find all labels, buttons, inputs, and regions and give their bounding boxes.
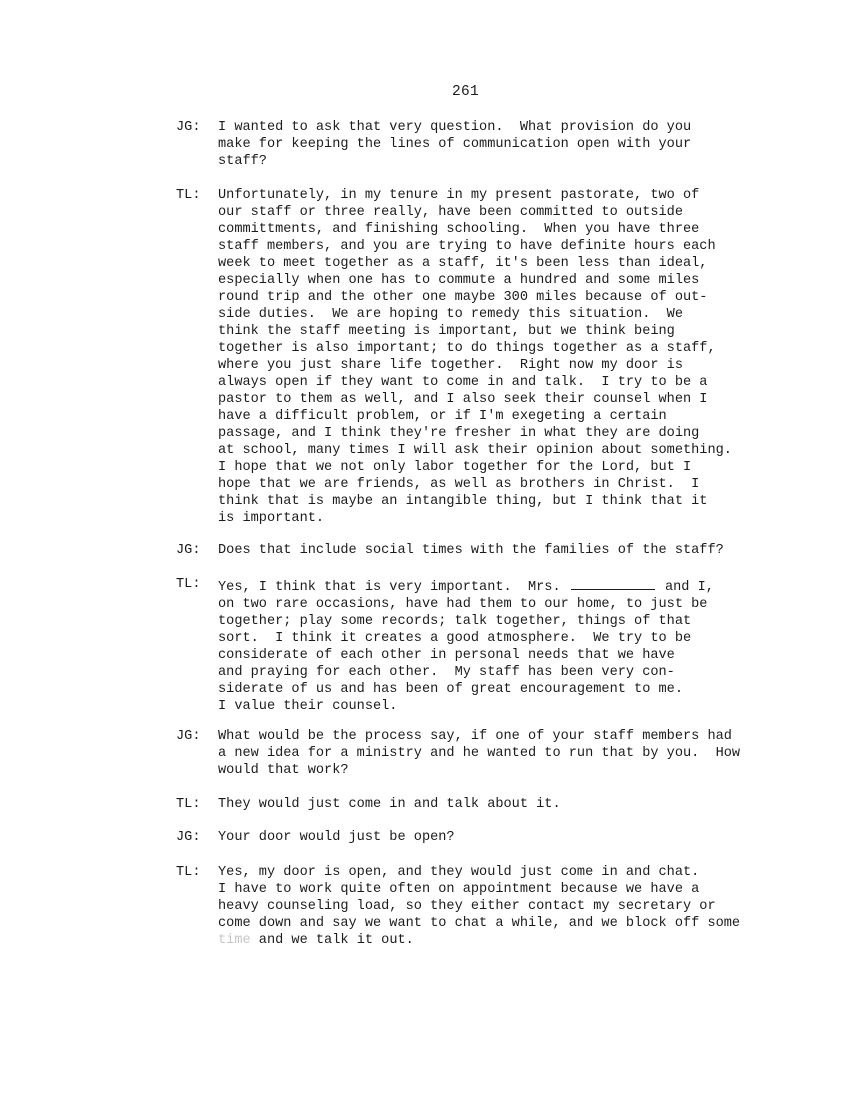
transcript-line: together; play some records; talk together, things of that xyxy=(218,614,692,629)
transcript-entry xyxy=(176,829,796,846)
transcript-line: think the staff meeting is important, but we think being xyxy=(218,324,675,339)
transcript-line: at school, many times I will ask their opinion about something. xyxy=(218,443,732,458)
transcript-line: especially when one has to commute a hundred and some miles xyxy=(218,273,700,288)
speaker-label: TL: xyxy=(176,188,201,203)
transcript-line: staff? xyxy=(218,154,267,169)
line-text: and we talk it out. xyxy=(250,933,414,948)
transcript-line: week to meet together as a staff, it's been less than ideal, xyxy=(218,256,708,271)
transcript-entry xyxy=(176,542,796,559)
transcript-line: They would just come in and talk about it. xyxy=(218,797,561,812)
transcript-entry xyxy=(176,728,796,779)
transcript-line: committments, and finishing schooling. When you have three xyxy=(218,222,700,237)
transcript-line: side duties. We are hoping to remedy this situation. We xyxy=(218,307,683,322)
transcript-line: considerate of each other in personal needs that we have xyxy=(218,648,675,663)
speaker-label: JG: xyxy=(176,543,201,558)
transcript-entry xyxy=(176,119,796,170)
line-text-after-blank: and I, xyxy=(664,580,714,595)
transcript-line: always open if they want to come in and talk. I try to be a xyxy=(218,375,708,390)
page-number: 261 xyxy=(452,84,480,100)
transcript-line: sort. I think it creates a good atmosphere. We try to be xyxy=(218,631,692,646)
transcript-line: I wanted to ask that very question. What provision do you xyxy=(218,120,692,135)
transcript-line: I value their counsel. xyxy=(218,699,398,714)
transcript-entry xyxy=(176,796,796,813)
transcript-line: together is also important; to do things together as a staff, xyxy=(218,341,716,356)
transcript-line: make for keeping the lines of communication open with your xyxy=(218,137,692,152)
transcript-line: heavy counseling load, so they either contact my secretary or xyxy=(218,899,716,914)
transcript-line: is important. xyxy=(218,511,325,526)
speaker-label: TL: xyxy=(176,865,201,880)
transcript-line: where you just share life together. Right now my door is xyxy=(218,358,683,373)
transcript-line: Your door would just be open? xyxy=(218,830,455,845)
transcript-line: Yes, my door is open, and they would just come in and chat. xyxy=(218,865,700,880)
transcript-entry xyxy=(176,864,796,949)
transcript-line: Does that include social times with the families of the staff? xyxy=(218,543,724,558)
transcript-line: come down and say we want to chat a while, and we block off some xyxy=(218,916,741,931)
transcript-entry xyxy=(176,187,796,527)
transcript-line xyxy=(218,576,796,596)
faded-word: time xyxy=(218,933,251,948)
transcript-line: I hope that we not only labor together for the Lord, but I xyxy=(218,460,692,475)
speaker-label: JG: xyxy=(176,729,201,744)
transcript-line: have a difficult problem, or if I'm exegeting a certain xyxy=(218,409,667,424)
speaker-label: JG: xyxy=(176,830,201,845)
transcript-entry xyxy=(176,576,796,715)
transcript-line: Unfortunately, in my tenure in my present pastorate, two of xyxy=(218,188,700,203)
transcript-line: siderate of us and has been of great encouragement to me. xyxy=(218,682,683,697)
transcript-line: I have to work quite often on appointment because we have a xyxy=(218,882,700,897)
line-text-before-blank: Yes, I think that is very important. Mrs. xyxy=(218,580,561,595)
transcript-line: hope that we are friends, as well as brothers in Christ. I xyxy=(218,477,700,492)
transcript-line: a new idea for a ministry and he wanted to run that by you. How xyxy=(218,746,741,761)
transcript-line: round trip and the other one maybe 300 miles because of out- xyxy=(218,290,708,305)
redacted-name-blank xyxy=(571,576,655,590)
transcript-line: passage, and I think they're fresher in what they are doing xyxy=(218,426,700,441)
transcript-line xyxy=(218,932,796,949)
transcript-line: pastor to them as well, and I also seek their counsel when I xyxy=(218,392,708,407)
speaker-label: TL: xyxy=(176,797,201,812)
transcript-line: would that work? xyxy=(218,763,349,778)
transcript-line: staff members, and you are trying to have definite hours each xyxy=(218,239,716,254)
transcript-line: and praying for each other. My staff has been very con- xyxy=(218,665,675,680)
transcript-line: on two rare occasions, have had them to our home, to just be xyxy=(218,597,708,612)
speaker-label: TL: xyxy=(176,577,201,592)
transcript-line: our staff or three really, have been committed to outside xyxy=(218,205,683,220)
transcript-line: think that is maybe an intangible thing, but I think that it xyxy=(218,494,708,509)
speaker-label: JG: xyxy=(176,120,201,135)
transcript-line: What would be the process say, if one of your staff members had xyxy=(218,729,732,744)
